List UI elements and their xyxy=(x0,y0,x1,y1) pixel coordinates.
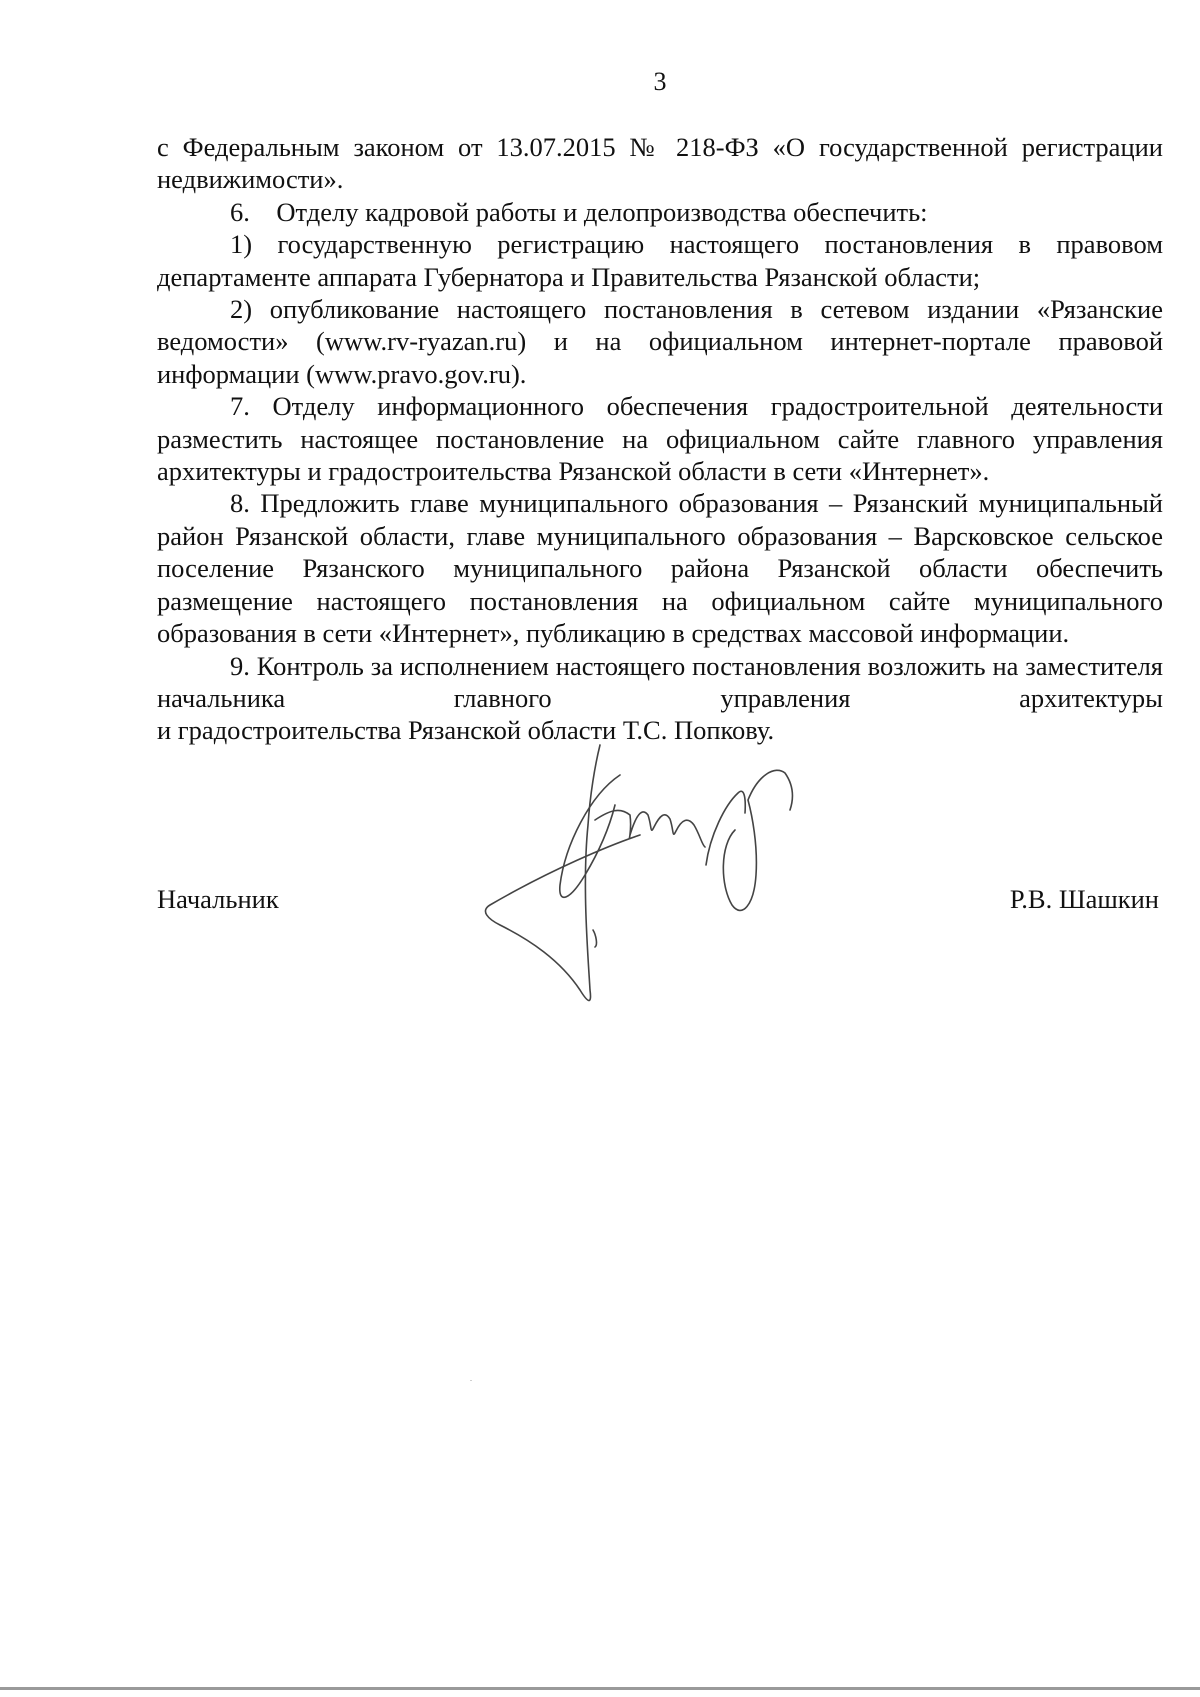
page-number: 3 xyxy=(653,67,667,96)
paragraph-item-6-1: 1) государственную регистрацию настоящего постановления в правовом департаменте аппарата Губернатора и Правительства Рязанской области; xyxy=(157,229,1163,292)
paragraph-item-6-2: 2) опубликование настоящего постановления в сетевом издании «Рязанские ведомости» (www.rv-ryazan.ru) и на официальном интернет-портале правовой информации (www.pravo.gov.ru). xyxy=(157,294,1163,389)
paragraph-continuation: с Федеральным законом от 13.07.2015 № 218-ФЗ «О государственной регистрации недвижимости». xyxy=(157,132,1163,195)
scan-edge-line xyxy=(0,1687,1200,1690)
paragraph-item-9-continuation: и градостроительства Рязанской области Т.С. Попкову. xyxy=(157,715,775,746)
signatory-name: Р.В. Шашкин xyxy=(1009,884,1159,914)
paragraph-item-6: 6. Отделу кадровой работы и делопроизводства обеспечить: xyxy=(230,196,928,227)
paragraph-item-9: 9. Контроль за исполнением настоящего постановления возложить на заместителя начальника главного управления архитектуры xyxy=(157,650,1163,713)
signatory-position: Начальник xyxy=(157,884,279,914)
document-body xyxy=(157,131,1163,747)
scan-speck xyxy=(470,1380,472,1381)
paragraph-item-8: 8. Предложить главе муниципального образования – Рязанский муниципальный район Рязанской области, главе муниципального образования – Варсковское сельское поселение Рязанского муниципального района Рязанской области обеспечить размещение настоящего постановления на официальном сайте муниципального образования в сети «Интернет», публикацию в средствах массовой информации. xyxy=(157,488,1163,649)
handwritten-signature xyxy=(470,735,870,1015)
paragraph-item-7: 7. Отделу информационного обеспечения градостроительной деятельности разместить настоящее постановление на официальном сайте главного управления архитектуры и градостроительства Рязанской области в сети «Интернет». xyxy=(157,391,1163,487)
